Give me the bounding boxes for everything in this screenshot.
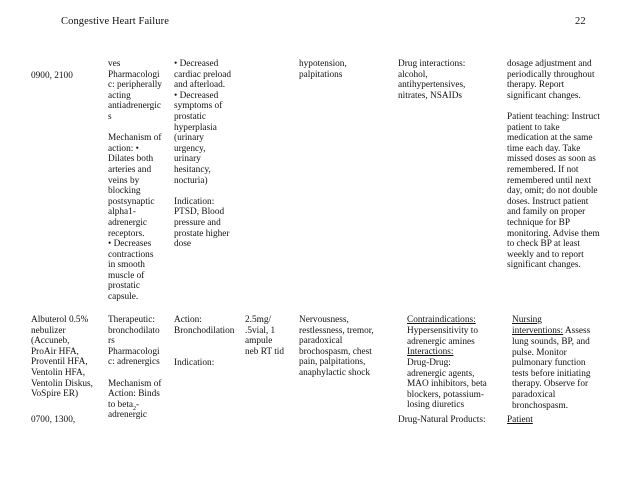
row1-interactions: Drug interactions: alcohol, antihypertensives, nitrates, NSAIDs — [398, 59, 466, 101]
row2-side-effects: Nervousness, restlessness, tremor, paradoxical brochospasm, chest pain, palpitations, anaphylactic shock — [299, 315, 374, 378]
row1-action: • Decreased cardiac preload and afterload. • Decreased symptoms of prostatic hyperplasia (urinary urgency, urinary hesitancy, nocturia) Indication: PTSD, Blood pressure and prostate higher dose — [174, 59, 232, 250]
row2-action-label: Action: — [174, 315, 202, 325]
row2-action-value: Bronchodilation — [174, 326, 235, 336]
row2-classification — [108, 315, 161, 421]
beta-subscript: 2 — [133, 405, 137, 412]
row2-classification-text: Therapeutic: bronchodilato rs Pharmacologi c: adrenergics Mechanism of Action: Binds to beta — [108, 315, 162, 410]
row1-classification: ves Pharmacologi c: peripherally acting antiadrenergic s Mechanism of action: • Dilates both arteries and veins by blocking postsynaptic alpha1- adrenergic receptors. • Decreases contractions in smooth muscle of prostatic capsule. — [108, 59, 162, 303]
row2-nursing-interventions — [512, 326, 590, 337]
row2-dose: 2.5mg/ .5vial, 1 ampule neb RT tid — [245, 315, 285, 357]
row2-nursing-first-line: Assess — [563, 326, 591, 336]
document-title: Congestive Heart Failure — [61, 16, 169, 27]
row2-contraindications-text: Hypersensitivity to adrenergic amines — [407, 326, 479, 347]
row2-indication-label: Indication: — [174, 358, 215, 368]
row2-med-times: 0700, 1300, — [31, 415, 76, 425]
row2-med-name: Albuterol 0.5% nebulizer (Accuneb, ProAir HFA, Proventil HFA, Ventolin HFA, Ventolin Diskus, VoSpire ER) — [31, 315, 93, 400]
row2-interactions-text: Drug-Drug: adrenergic agents, MAO inhibitors, beta blockers, potassium- losing diuretics — [407, 358, 487, 411]
row2-nursing-text: lung sounds, BP, and pulse. Monitor pulmonary function tests before initiating therapy. Observe for paradoxical bronchospasm. — [512, 337, 591, 411]
page-number: 22 — [575, 16, 586, 27]
row2-contraindications-label: Contraindications: — [407, 315, 476, 325]
row2-classification-text-end: - adrenergic — [108, 399, 148, 421]
row1-nursing: dosage adjustment and periodically throughout therapy. Report significant changes. Patient teaching: Instruct patient to take medication at the same time each day. Take missed doses as soon as remembered. If not remembered until next day, omit; do not double doses. Instruct patient and family on proper technique for BP monitoring. Advise them to check BP at least weekly and to report significant changes. — [507, 59, 600, 271]
row1-side-effects: hypotension, palpitations — [299, 59, 347, 80]
row2-patient-label: Patient — [507, 415, 533, 425]
row2-nursing-label: Nursing — [512, 315, 542, 325]
row2-natural-products-label: Drug-Natural Products: — [398, 415, 486, 425]
row1-med-times: 0900, 2100 — [31, 71, 73, 81]
row2-nursing-interventions-label: interventions: — [512, 326, 564, 336]
row2-interactions-label: Interactions: — [407, 347, 454, 357]
